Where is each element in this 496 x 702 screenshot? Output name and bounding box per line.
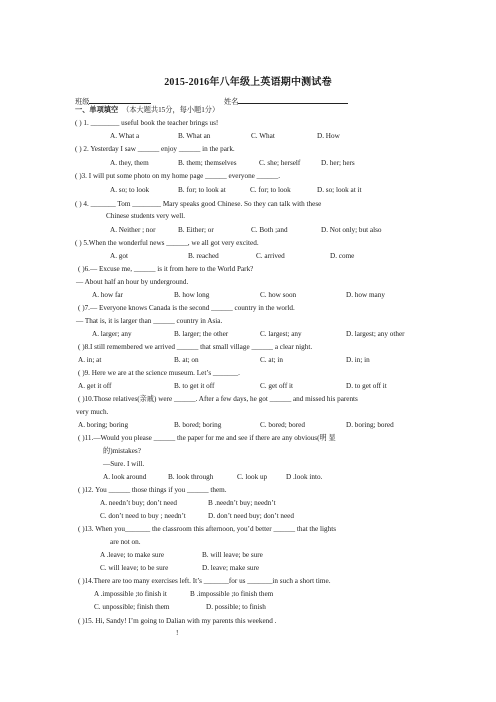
q11-option-c: C. look up xyxy=(237,473,268,481)
q5-option-a: A. got xyxy=(110,252,128,260)
q7-option-c: C. largest; any xyxy=(260,330,302,338)
question-9: ( )9. Here we are at the science museum. Let’s _______. xyxy=(78,369,240,377)
q6-option-b: B. how long xyxy=(174,291,210,299)
q13-option-c: C. will leave; to be sure xyxy=(100,564,169,572)
q10-option-b: B. bored; boring xyxy=(174,421,222,429)
name-label: 姓名 xyxy=(224,96,348,107)
question-12: ( )12. You ______ those things if you ______ them. xyxy=(78,486,227,494)
question-5: ( ) 5.When the wonderful news ______, we all got very excited. xyxy=(75,239,259,247)
q14-option-b: B .impossible ;to finish them xyxy=(190,590,274,598)
q1-option-b: B. What an xyxy=(178,132,211,140)
q1-option-c: C. What xyxy=(251,132,275,140)
q11-option-a: A. look around xyxy=(103,473,147,481)
question-10: ( )10.Those relatives(亲戚) were ______. After a few days, he got ______ and missed his parents xyxy=(78,395,358,403)
question-13: ( )13. When you_______ the classroom this afternoon, you’d better ______ that the lights xyxy=(78,525,336,533)
q13-option-a: A .leave; to make sure xyxy=(100,551,165,559)
q5-option-d: D. come xyxy=(330,252,355,260)
q6-option-c: C. how soon xyxy=(260,291,297,299)
class-blank xyxy=(89,96,151,104)
q4-option-d: D. Not only; but also xyxy=(321,226,382,234)
q12-option-a: A. needn’t buy; don’t need xyxy=(100,499,177,507)
question-3: ( )3. I will put some photo on my home page ______ everyone ______. xyxy=(75,172,281,180)
q2-option-b: B. them; themselves xyxy=(178,159,237,167)
question-11-cont: 的)mistakes? xyxy=(103,447,141,455)
q4-option-a: A. Neither ; nor xyxy=(110,226,156,234)
q9-option-a: A. get it off xyxy=(78,382,112,390)
question-14: ( )14.There are too many exercises left. It’s _______for us _______in such a short time. xyxy=(78,577,331,585)
q14-option-c: C. unpossible; finish them xyxy=(94,603,170,611)
q1-option-d: D. How xyxy=(317,132,340,140)
q9-option-d: D. to get off it xyxy=(346,382,387,390)
question-1: ( ) 1. ________ useful book the teacher brings us! xyxy=(75,119,219,127)
q10-option-a: A. boring; boring xyxy=(78,421,129,429)
q1-option-a: A. What a xyxy=(110,132,140,140)
q7-option-a: A. larger; any xyxy=(92,330,132,338)
question-7: ( )7.— Everyone knows Canada is the second ______ country in the world. xyxy=(78,304,295,312)
q14-option-d: D. possible; to finish xyxy=(206,603,266,611)
question-2: ( ) 2. Yesterday I saw ______ enjoy ______ in the park. xyxy=(75,145,235,153)
question-11-answer: —Sure. I will. xyxy=(103,460,145,468)
question-13-cont: are not on. xyxy=(110,538,141,546)
q3-option-d: D. so; look at it xyxy=(317,186,362,194)
q8-option-a: A. in; at xyxy=(78,356,102,364)
q14-option-a: A .impossible ;to finish it xyxy=(94,590,167,598)
question-10-cont: very much. xyxy=(76,408,109,416)
q8-option-c: C. at; in xyxy=(260,356,283,364)
question-6-answer: — About half an hour by underground. xyxy=(76,278,189,286)
question-4-cont: Chinese students very well. xyxy=(106,212,186,220)
exam-title: 2015-2016年八年级上英语期中测试卷 xyxy=(164,77,332,88)
q12-option-d: D. don’t need buy; don’t need xyxy=(208,512,294,520)
question-4: ( ) 4. _______ Tom ________ Mary speaks good Chinese. So they can talk with these xyxy=(75,200,322,208)
q5-option-c: C. arrived xyxy=(256,252,285,260)
q11-option-d: D .look into. xyxy=(286,473,323,481)
q2-option-a: A. they, them xyxy=(110,159,149,167)
q10-option-c: C. bored; bored xyxy=(260,421,305,429)
q8-option-d: D. in; in xyxy=(346,356,370,364)
q13-option-d: D. leave; make sure xyxy=(202,564,260,572)
q9-option-c: C. get off it xyxy=(260,382,294,390)
q4-option-c: C. Both ;and xyxy=(251,226,288,234)
section-heading: 一、单项填空 （本大题共15分，每小题1分） xyxy=(75,106,220,114)
question-15-cont: ! xyxy=(176,629,179,637)
q12-option-b: B .needn’t buy; needn’t xyxy=(208,499,276,507)
q2-option-c: C. she; herself xyxy=(259,159,301,167)
q7-option-d: D. largest; any other xyxy=(346,330,405,338)
q10-option-d: D. boring; bored xyxy=(346,421,394,429)
q6-option-d: D. how many xyxy=(346,291,385,299)
q13-option-b: B. will leave; be sure xyxy=(202,551,263,559)
q4-option-b: B. Either; or xyxy=(178,226,214,234)
question-11: ( )11.—Would you please ______ the paper for me and see if there are any obvious(明 显 xyxy=(78,434,336,442)
class-label: 班级 xyxy=(75,96,151,107)
q9-option-b: B. to get it off xyxy=(174,382,215,390)
q8-option-b: B. at; on xyxy=(174,356,199,364)
question-8: ( )8.I still remembered we arrived ______ that small village ______ a clear night. xyxy=(78,343,313,351)
q7-option-b: B. larger; the other xyxy=(174,330,229,338)
question-7-answer: — That is, it is larger than ______ country in Asia. xyxy=(76,317,223,325)
question-15: ( )15. Hi, Sandy! I’m going to Dalian with my parents this weekend . xyxy=(78,617,277,625)
q5-option-b: B. reached xyxy=(188,252,219,260)
q3-option-c: C. for; to look xyxy=(250,186,291,194)
question-6: ( )6.— Excuse me, ______ is it from here to the World Park? xyxy=(78,265,254,273)
q3-option-b: B. for; to look at xyxy=(178,186,226,194)
q11-option-b: B. look through xyxy=(168,473,214,481)
q6-option-a: A. how far xyxy=(92,291,123,299)
name-blank xyxy=(238,96,348,104)
q2-option-d: D. her; hers xyxy=(321,159,355,167)
q3-option-a: A. so; to look xyxy=(110,186,150,194)
q12-option-c: C. don’t need to buy ; needn’t xyxy=(100,512,186,520)
